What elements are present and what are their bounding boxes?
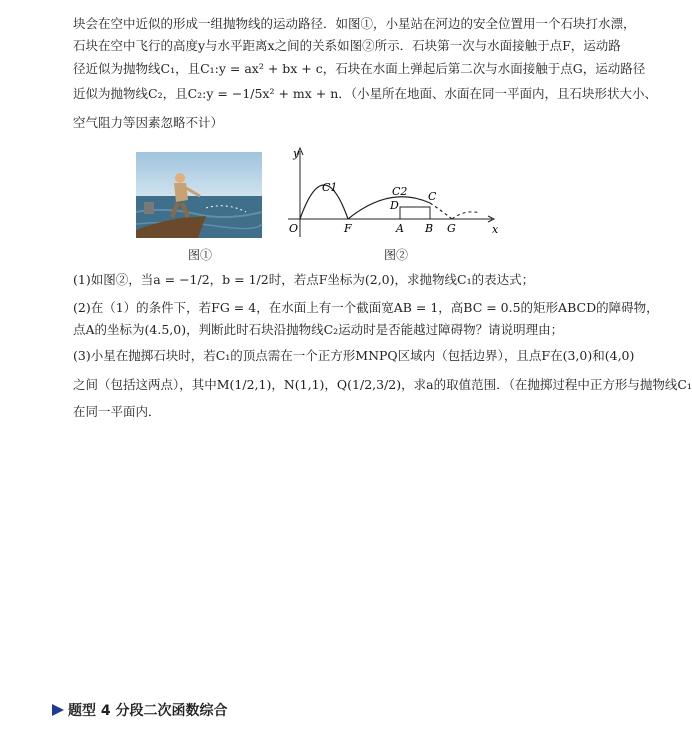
label-f: F xyxy=(344,222,352,235)
figure1-photo xyxy=(136,152,262,238)
figure2-graph xyxy=(280,145,500,240)
label-c1: C1 xyxy=(322,181,338,194)
section-heading xyxy=(52,700,228,720)
label-b: B xyxy=(425,222,434,235)
label-c2: C2 xyxy=(392,185,408,198)
question-3-line-1: (3)小星在抛掷石块时，若C₁的顶点需在一个正方形MNPQ区域内（包括边界），且点F在(3,0)和(4,0) xyxy=(73,348,635,363)
intro-line-2: 石块在空中飞行的高度y与水平距离x之间的关系如图②所示．石块第一次与水面接触于点F，运动路 xyxy=(73,38,621,53)
figure1-caption: 图① xyxy=(188,248,213,262)
label-c: C xyxy=(428,190,437,203)
obstacle-rect xyxy=(400,207,430,219)
question-3-line-3: 在同一平面内． xyxy=(73,404,161,419)
intro-line-3: 径近似为抛物线C₁，且C₁:y = ax² + bx + c，石块在水面上弹起后第二次与水面接触于点G，运动路径 xyxy=(73,61,646,76)
figure2-caption: 图② xyxy=(384,248,409,262)
parabola-c2 xyxy=(348,197,430,219)
intro-line-4: 近似为抛物线C₂，且C₂:y = −1/5x² + mx + n．（小星所在地面、水面在同一平面内，且石块形状大小、 xyxy=(73,86,658,101)
next-bounce-dashed xyxy=(452,212,480,219)
section-title: 题型 4 分段二次函数综合 xyxy=(68,703,228,719)
label-y: y xyxy=(293,147,300,160)
intro-line-1: 块会在空中近似的形成一组抛物线的运动路径．如图①，小星站在河边的安全位置用一个石块打水漂， xyxy=(73,16,636,31)
question-1: (1)如图②，当a = −1/2，b = 1/2时，若点F坐标为(2,0)，求抛物线C₁的表达式； xyxy=(73,272,535,287)
label-x: x xyxy=(492,223,499,236)
question-3-line-2: 之间（包括这两点），其中M(1/2,1)，N(1,1)，Q(1/2,3/2)，求a的取值范围．（在抛掷过程中正方形与抛物线C₁ xyxy=(73,377,692,392)
label-d: D xyxy=(390,199,399,212)
intro-line-5: 空气阻力等因素忽略不计） xyxy=(73,115,224,130)
question-2-line-2: 点A的坐标为(4.5,0)，判断此时石块沿抛物线C₂运动时是否能越过障碍物？请说明理由； xyxy=(73,322,564,337)
label-o: O xyxy=(289,222,299,235)
triangle-bullet-icon xyxy=(52,704,64,716)
label-g: G xyxy=(447,222,456,235)
parabola-c2-dashed xyxy=(430,203,452,219)
label-a: A xyxy=(396,222,404,235)
question-2-line-1: (2)在（1）的条件下，若FG = 4，在水面上有一个截面宽AB = 1，高BC = 0.5的矩形ABCD的障碍物， xyxy=(73,300,659,315)
